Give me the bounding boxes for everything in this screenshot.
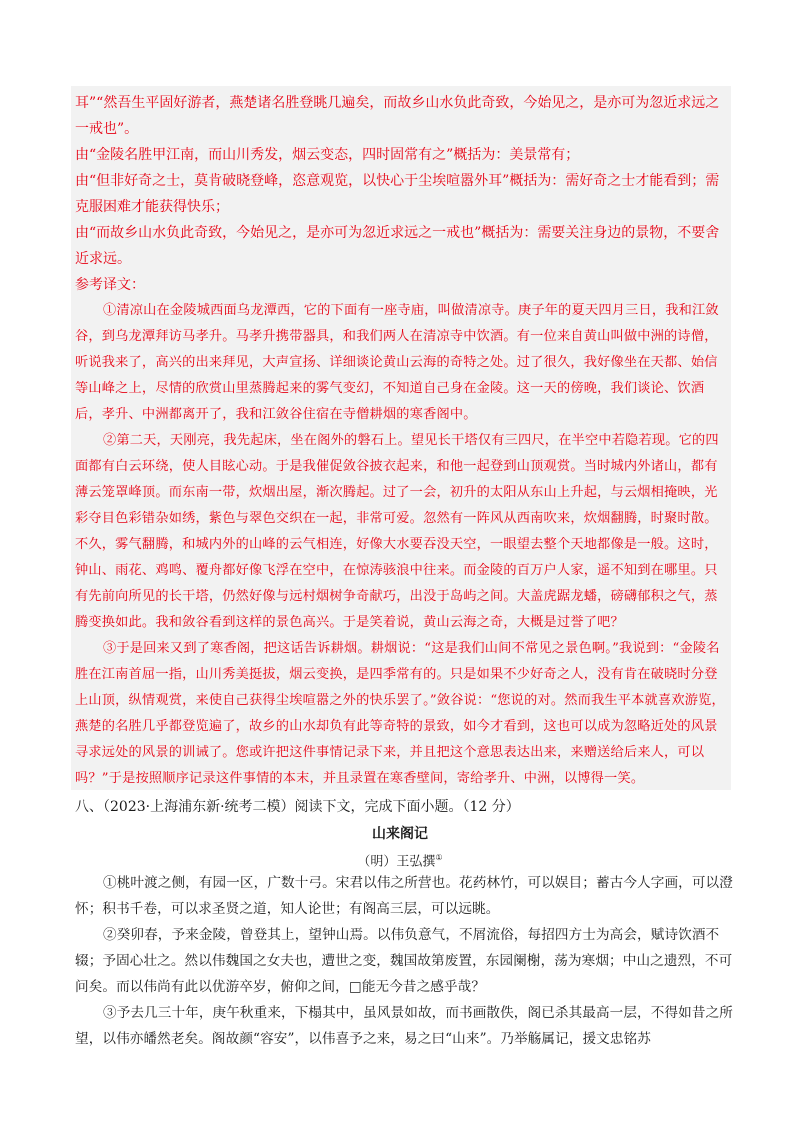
article-paragraph-2: ②癸卯春，予来金陵，曾登其上，望钟山焉。以伟负意气，不屑流俗，每招四方士为高会，赋诗饮酒不辍；予固心壮之。然以伟魏国之女夫也，遭世之变，魏国故第废置，东园阑榭，荡为寒烟；中山之遗烈，不可问矣。而以伟尚有此以优游卒岁，俯仰之间，□能无今昔之感乎哉？ bbox=[75, 927, 733, 995]
article-paragraph-3: ③予去几三十年，庚午秋重来，下榻其中，虽风景如故，而书画散佚，阁已杀其最高一层，不得如昔之所望，以伟亦皤然老矣。阁故颜“容安”，以伟喜予之来，易之曰“山来”。乃举觞属记，援文忠铭苏 bbox=[75, 1005, 733, 1047]
translation-paragraph-2: ②第二天，天刚亮，我先起床，坐在阁外的磐石上。望见长干塔仅有三四尺，在半空中若隐若现。它的四面都有白云环绕，使人目眩心动。于是我催促敛谷披衣起来，和他一起登到山顶观赏。当时城内外诸山，都有薄云笼罩峰顶。而东南一带，炊烟出屋，渐次腾起。过了一会，初升的太阳从东山上升起，与云烟相掩映，光彩夺目色彩错杂如绣，紫色与翠色交织在一起，非常可爱。忽然有一阵风从西南吹来，炊烟翻腾，时聚时散。不久，雾气翻腾，和城内外的山峰的云气相连，好像大水要吞没天空，一眼望去整个天地都像是一般。这时，钟山、雨花、鸡鸣、覆舟都好像飞浮在空中，在惊涛骇浪中往来。而金陵的百万户人家，遥不知到在哪里。只有先前向所见的长干塔，仍然好像与远村烟树争奇献巧，出没于岛屿之间。大盖虎踞龙蟠，磅礴郁积之气，蒸腾变换如此。我和敛谷看到这样的景色高兴。于是笑着说，黄山云海之奇，大概是过誉了吧？ bbox=[75, 433, 719, 630]
article-body bbox=[75, 870, 735, 1052]
answer-line: 耳”“然吾生平固好游者，燕楚诸名胜登眺几遍矣，而故乡山水负此奇致，今始见之，是亦可为忽近求远之一戒也”。 bbox=[75, 95, 720, 137]
translation-heading: 参考译文： bbox=[75, 277, 145, 293]
article-title: 山来阁记 bbox=[372, 826, 428, 842]
translation-paragraph-1: ①清凉山在金陵城西面乌龙潭西，它的下面有一座寺庙，叫做清凉寺。庚子年的夏天四月三日，我和江敛谷，到乌龙潭拜访马孝升。马孝升携带器具，和我们两人在清凉寺中饮酒。有一位来自黄山叫做中洲的诗僧，听说我来了，高兴的出来拜见，大声宣扬、详细谈论黄山云海的奇特之处。过了很久，我好像坐在天都、始信等山峰之上，尽情的欣赏山里蒸腾起来的雾气变幻，不知道自己身在金陵。这一天的傍晚，我们谈论、饮酒后，孝升、中洲都离开了，我和江敛谷住宿在寺僧耕烟的寒香阁中。 bbox=[75, 303, 719, 422]
question-heading: 八、（2023·上海浦东新·统考二模）阅读下文，完成下面小题。（12 分） bbox=[75, 799, 520, 815]
answer-line: 由“金陵名胜甲江南，而山川秀发，烟云变态，四时固常有之”概括为：美景常有； bbox=[75, 147, 580, 163]
article-paragraph-1: ①桃叶渡之侧，有园一区，广数十弓。宋君以伟之所营也。花药林竹，可以娱目；蓄古今人字画，可以澄怀；积书千卷，可以求圣贤之道，知人论世；有阁高三层，可以远眺。 bbox=[75, 875, 733, 917]
author-footnote-marker: ① bbox=[435, 853, 443, 862]
answer-explanation-box bbox=[71, 86, 731, 790]
translation-paragraph-3: ③于是回来又到了寒香阁，把这话告诉耕烟。耕烟说：“这是我们山间不常见之景色啊。”我说到：“金陵名胜在江南首屈一指，山川秀美挺拔，烟云变换，是四季常有的。只是如果不少好奇之人，没有肯在破晓时分登上山顶，纵情观赏，来使自己获得尘埃喧嚣之外的快乐罢了。”敛谷说：“您说的对。然而我生平本就喜欢游览，燕楚的名胜几乎都登览遍了，故乡的山水却负有此等奇特的景致，如今才看到，这也可以成为忽略近处的风景寻求远处的风景的训诫了。您或许把这件事情记录下来，并且把这个意思表达出来，来赠送给后来人，可以吗？”于是按照顺序记录这件事情的本末，并且录置在寒香壁间，寄给孝升、中洲，以博得一笑。 bbox=[75, 641, 725, 786]
answer-line: 由“而故乡山水负此奇致，今始见之，是亦可为忽近求远之一戒也”概括为：需要关注身边的景物，不要舍近求远。 bbox=[75, 225, 720, 267]
author-name: （明）王弘撰 bbox=[357, 854, 436, 870]
answer-line: 由“但非好奇之士，莫肯破晓登峰，恣意观览，以快心于尘埃喧嚣外耳”概括为：需好奇之士才能看到；需克服困难才能获得快乐； bbox=[75, 173, 720, 215]
